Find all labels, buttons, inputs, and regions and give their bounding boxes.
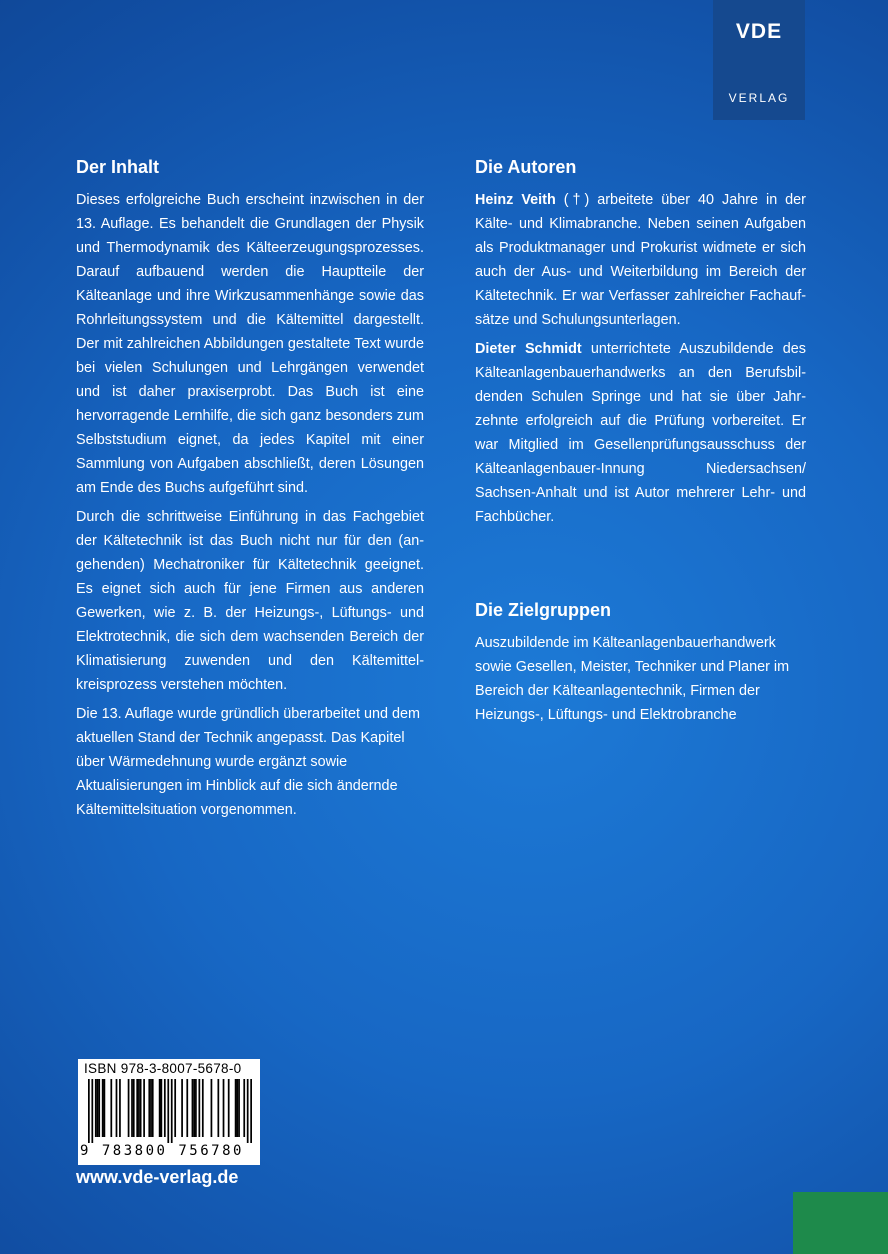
barcode-bar [110, 1079, 112, 1137]
barcode-bar [91, 1079, 93, 1143]
barcode-bar [174, 1079, 176, 1137]
barcode-bar [238, 1079, 240, 1137]
logo-verlag-text: VERLAG [728, 91, 790, 105]
barcode-bar [161, 1079, 163, 1137]
barcode-bar [102, 1079, 104, 1137]
inhalt-paragraph-1: Dieses erfolgreiche Buch erscheint inzwischen in der 13. Auflage. Es behandelt die Grundlagen der Physik und Thermodynamik des Kälteerzeugungsprozesses. Darauf aufbauend werden die Hauptteile der Kälteanlage und ihre Wirkzusammenhänge sowie das Rohrleitungssystem und die Kältemittel dargestellt. Der mit zahlreichen Abbildungen gestaltete Text wurde bei vielen Schulungen und Lehrgängen verwendet und ist daher praxiserprobt. Das Buch ist eine hervorragende Lernhilfe, die sich ganz besonders zum Selbststudium eignet, da jedes Kapitel mit einer Sammlung von Aufgaben abschließt, deren Lösungen am Ende des Buchs aufgeführt sind. [76, 192, 424, 496]
barcode-bar [236, 1079, 238, 1137]
inhalt-paragraph-2: Durch die schrittweise Einführung in das Fachgebiet der Kältetechnik ist das Buch nicht nur für den (angehenden) Mechatroniker für Kältetechnik geeignet. Es eignet sich auch für jene Firmen aus anderen Gewerken, wie z. B. der Heizungs-, Lüftungs- und Elektrotechnik, die sich dem wachsenden Bereich der Klimatisierung zuwenden und den Kältemittelkreisprozess verstehen möchten. [76, 509, 424, 693]
barcode-bar [150, 1079, 152, 1137]
barcode-bar [97, 1079, 99, 1137]
inhalt-paragraph-3: Die 13. Auflage wurde gründlich überarbeitet und dem aktuellen Stand der Technik angepasst. Das Kapitel über Wärmedehnung wurde ergänzt sowie Aktualisierungen im Hinblick auf die sich ändernde Kältemittelsituation vorgenommen. [76, 706, 420, 818]
barcode-bar [192, 1079, 194, 1137]
barcode-bar [243, 1079, 245, 1137]
author-1-text: (†) arbeitete über 40 Jahre in der Kälte- und Klimabranche. Neben seinen Aufgaben als Produktmanager und Prokurist widmete er sich auch der Aus- und Weiterbildung im Bereich der Kältetechnik. Er war Verfasser zahlreicher Fachaufsätze und Schulungsunterlagen. [475, 192, 806, 328]
barcode-bar [88, 1079, 90, 1143]
barcode-icon [88, 1079, 252, 1143]
barcode-bar [250, 1079, 252, 1143]
barcode-bar [181, 1079, 183, 1137]
author-2-bio [475, 337, 806, 529]
barcode-bar [217, 1079, 219, 1137]
corner-accent [793, 1192, 888, 1254]
barcode-bar [198, 1079, 200, 1137]
barcode-bar [171, 1079, 173, 1143]
logo-vde-text: VDE [735, 20, 783, 43]
barcode-bar [159, 1079, 161, 1137]
author-2-name: Dieter Schmidt [475, 341, 582, 357]
barcode-bar [131, 1079, 133, 1137]
publisher-logo [713, 0, 805, 120]
zielgruppen-text: Auszubildende im Kälteanlagenbauerhandwerk sowie Gesellen, Meister, Techniker und Planer im Bereich der Kälteanlagentechnik, Firmen der Heizungs-, Lüftungs- und Elektrobranche [475, 635, 790, 723]
barcode-bar [247, 1079, 249, 1143]
barcode-bar [235, 1079, 237, 1137]
author-1-name: Heinz Veith [475, 192, 556, 208]
barcode-bar [143, 1079, 145, 1137]
author-2-text: unterrichtete Auszubildende des Kälteanlagenbauerhandwerks an den Berufsbildenden Schulen Springe und hat sie über Jahrzehnte erfolgreich auf die Prüfung vorbereitet. Er war Mitglied im Gesellenprüfungsausschuss der Kälteanlagenbauer-Innung Niedersachsen/ Sachsen-Anhalt und ist Autor mehrerer Lehr- und Fachbücher. [475, 341, 806, 525]
isbn-label: ISBN 978-3-8007-5678-0 [84, 1061, 242, 1076]
barcode-bar [152, 1079, 154, 1137]
content-column [76, 153, 424, 827]
author-1-bio [475, 188, 806, 332]
ean-number: 9 783800 756780 [80, 1143, 244, 1159]
barcode-bar [148, 1079, 150, 1137]
barcode-bar [98, 1079, 100, 1137]
barcode-bar [140, 1079, 142, 1137]
barcode-bar [164, 1079, 166, 1137]
barcode-bar [133, 1079, 135, 1137]
barcode-bar [95, 1079, 97, 1137]
barcode-bar [186, 1079, 188, 1137]
barcode-bar [119, 1079, 121, 1137]
barcode-bar [211, 1079, 213, 1137]
isbn-barcode-box [78, 1059, 260, 1165]
barcode-bar [223, 1079, 225, 1137]
barcode-bar [104, 1079, 106, 1137]
authors-column [475, 153, 806, 732]
autoren-heading: Die Autoren [475, 157, 577, 177]
barcode-bar [136, 1079, 138, 1137]
barcode-bar [138, 1079, 140, 1137]
barcode-bar [202, 1079, 204, 1137]
barcode-bar [167, 1079, 169, 1143]
barcode-bar [193, 1079, 195, 1137]
zielgruppen-heading: Die Zielgruppen [475, 600, 612, 620]
publisher-url[interactable]: www.vde-verlag.de [76, 1167, 239, 1187]
barcode-bar [128, 1079, 130, 1137]
barcode-bar [228, 1079, 230, 1137]
inhalt-heading: Der Inhalt [76, 157, 160, 177]
barcode-bar [195, 1079, 197, 1137]
barcode-bar [116, 1079, 118, 1137]
